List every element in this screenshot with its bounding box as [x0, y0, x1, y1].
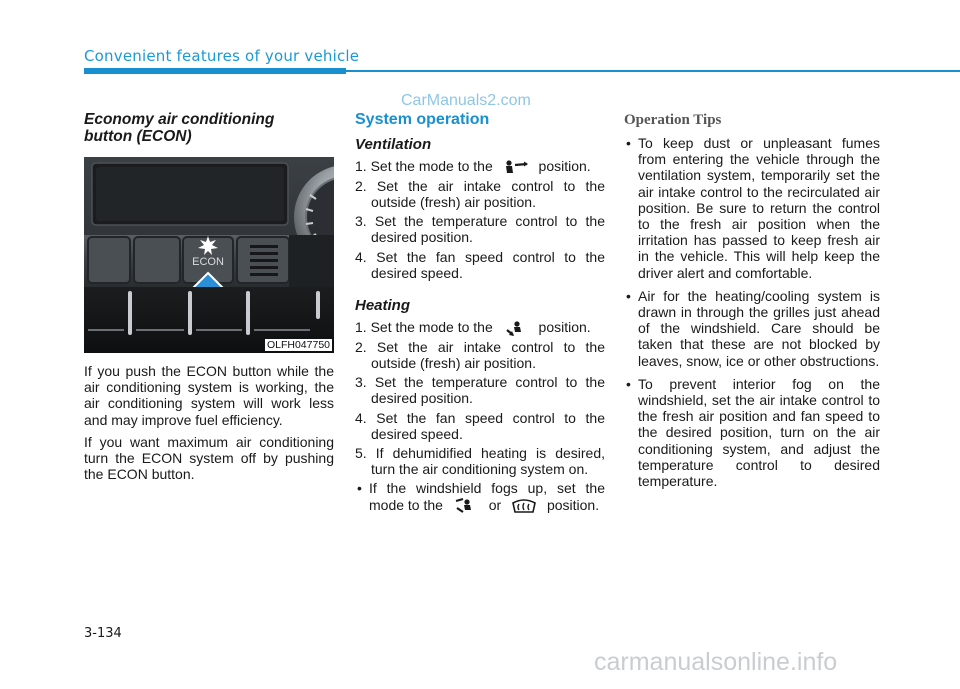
heating-step-4: 4. Set the fan speed control to the desired speed.: [355, 409, 605, 442]
header-accent-bar: [84, 68, 346, 74]
heating-step-5: 5. If dehumidified heating is desired, turn the air conditioning system on.: [355, 445, 605, 478]
econ-paragraph-2: If you want maximum air conditioning turn the ECON system off by pushing the ECON button.: [84, 433, 334, 483]
econ-paragraph-1: If you push the ECON button while the air conditioning system is working, the air conditioning system will work less and may improve fuel efficiency.: [84, 363, 334, 428]
tip-item-1: • To keep dust or unpleasant fumes from entering the vehicle through the ventilation system, temporarily set the air intake control to the recirculated air position. Be sure to return the control to the fresh air position when the irritation has passed to keep fresh air in the vehicle. This will help keep the driver alert and comfortable.: [624, 135, 880, 281]
heating-heading: Heating: [355, 297, 411, 315]
ventilation-step-4: 4. Set the fan speed control to the desired speed.: [355, 248, 605, 281]
climate-panel-illustration: [84, 157, 334, 353]
ventilation-step-1: 1. Set the mode to the position.: [355, 158, 591, 174]
figure-code-label: OLFH047750: [266, 339, 330, 351]
watermark-top: CarManuals2.com: [401, 92, 531, 109]
ventilation-step-3: 3. Set the temperature control to the desired position.: [355, 213, 605, 246]
econ-button-figure: [84, 157, 334, 353]
face-vent-mode-icon: [503, 160, 529, 175]
page-number: 3-134: [84, 626, 122, 641]
operation-tips-heading: Operation Tips: [624, 112, 722, 128]
econ-section: [84, 111, 334, 482]
tip-item-2: • Air for the heating/cooling system is drawn in through the grilles just ahead of the windshield. Care should be taken that these are not blocked by leaves, snow, ice or other obstructions.: [624, 288, 880, 369]
heating-step-1: 1. Set the mode to the position.: [355, 319, 591, 336]
system-operation-section: [355, 111, 605, 513]
heating-defog-bullet: • If the windshield fogs up, set the mode to the or position.: [355, 480, 605, 513]
econ-heading-line1: Economy air conditioning: [84, 111, 275, 128]
floor-mode-icon: [503, 321, 529, 336]
floor-defrost-mode-icon: [453, 498, 479, 513]
operation-tips-section: [624, 111, 880, 489]
ventilation-heading: Ventilation: [355, 136, 432, 153]
ventilation-step-2: 2. Set the air intake control to the outside (fresh) air position.: [355, 177, 605, 210]
system-operation-heading: System operation: [355, 111, 490, 128]
econ-heading: [84, 111, 334, 145]
heating-step-3: 3. Set the temperature control to the desired position.: [355, 374, 605, 407]
econ-heading-line2: button (ECON): [84, 128, 192, 145]
watermark-bottom: carmanualsonline.info: [594, 648, 838, 676]
windshield-defrost-icon: [511, 498, 537, 513]
header-title: Convenient features of your vehicle: [84, 47, 360, 65]
heating-step-2: 2. Set the air intake control to the outside (fresh) air position.: [355, 338, 605, 372]
tip-item-3: • To prevent interior fog on the windshield, set the air intake control to the fresh air position and fan speed to the desired position, turn on the air conditioning system, and adjust the temperature control to desired temperature.: [624, 376, 880, 489]
header-rule: [346, 70, 960, 72]
figure-econ-button-label: ECON: [192, 256, 224, 268]
